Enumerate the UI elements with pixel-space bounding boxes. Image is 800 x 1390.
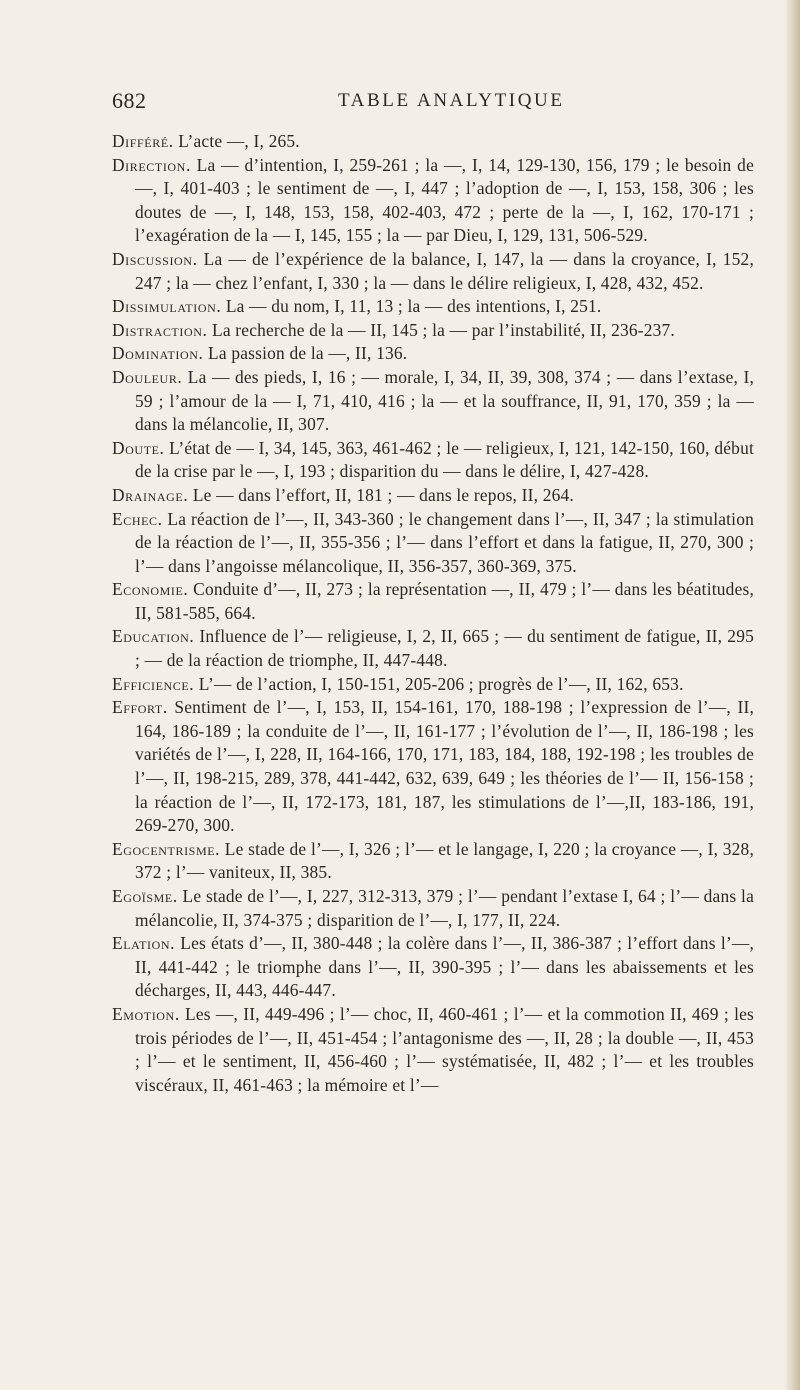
entry-text: Influence de l’— religieuse, I, 2, II, 665 ; — du sentiment de fatigue, II, 295 ; — de la réaction de triomphe, II, 447-448.	[135, 626, 754, 671]
entry-text: La — des pieds, I, 16 ; — morale, I, 34, II, 39, 308, 374 ; — dans l’extase, I, 59 ; l’amour de la — I, 71, 410, 416 ; la — et la souffrance, II, 91, 170, 359 ; la — dans la mélancolie, II, 307.	[135, 366, 754, 435]
entry-text: Sentiment de l’—, I, 153, II, 154-161, 170, 188-198 ; l’expression de l’—, II, 164, 186-189 ; la conduite de l’—, II, 161-177 ; l’évolution de l’—, II, 186-198 ; les variétés de l’—, I, 228, II, 164-166, 170, 171, 183, 184, 188, 192-198 ; les troubles de l’—, II, 198-215, 289, 378, 441-442, 632, 639, 649 ; les théories de l’— II, 156-158 ; la réaction de l’—, II, 172-173, 181, 187, les stimulations de l’—,II, 183-186, 191, 269-270, 300.	[135, 697, 754, 836]
index-entry	[112, 154, 754, 248]
entry-head: Effort.	[112, 697, 168, 718]
index-entry	[112, 625, 754, 672]
index-entry	[112, 484, 754, 508]
entry-head: Emotion.	[112, 1003, 180, 1024]
entry-text: Le — dans l’effort, II, 181 ; — dans le repos, II, 264.	[188, 484, 574, 505]
entry-head: Elation.	[112, 933, 176, 954]
entry-head: Economie.	[112, 579, 189, 600]
entry-text: La réaction de l’—, II, 343-360 ; le changement dans l’—, II, 347 ; la stimulation de la réaction de l’—, II, 355-356 ; l’— dans l’effort et dans la fatigue, II, 270, 300 ; l’— dans l’angoisse mélancolique, II, 356-357, 360-369, 375.	[135, 508, 754, 576]
index-entry	[112, 578, 754, 625]
entry-text: La recherche de la — II, 145 ; la — par l’instabilité, II, 236-237.	[207, 319, 675, 340]
entry-text: Les états d’—, II, 380-448 ; la colère dans l’—, II, 386-387 ; l’effort dans l’—, II, 441-442 ; le triomphe dans l’—, II, 390-395 ; l’— dans les abaissements et les décharges, II, 443, 446-447.	[135, 933, 754, 1001]
index-entry	[112, 130, 754, 154]
entry-text: Le stade de l’—, I, 326 ; l’— et le langage, I, 220 ; la croyance —, I, 328, 372 ; l’— vaniteux, II, 385.	[135, 838, 754, 883]
entry-text: La — d’intention, I, 259-261 ; la —, I, 14, 129-130, 156, 179 ; le besoin de —, I, 401-403 ; le sentiment de —, I, 447 ; l’adoption de —, I, 153, 158, 306 ; les doutes de —, I, 148, 153, 158, 402-403, 472 ; perte de la —, I, 162, 170-171 ; l’exagération de la — I, 145, 155 ; la — par Dieu, I, 129, 131, 506-529.	[135, 154, 754, 246]
index-entry	[112, 366, 754, 437]
entry-head: Dissimulation.	[112, 296, 222, 317]
entry-head: Domination.	[112, 343, 204, 364]
index-entry	[112, 508, 754, 579]
index-entries	[112, 130, 754, 1097]
entry-head: Différé.	[112, 131, 174, 151]
page-edge	[786, 0, 800, 1390]
index-entry	[112, 885, 754, 932]
entry-text: La passion de la —, II, 136.	[203, 343, 408, 364]
running-head: TABLE ANALYTIQUE	[338, 90, 565, 111]
index-entry	[112, 932, 754, 1003]
index-entry	[112, 342, 754, 366]
entry-text: Les —, II, 449-496 ; l’— choc, II, 460-461 ; l’— et la commotion II, 469 ; les trois périodes de l’—, II, 451-454 ; l’antagonisme des —, II, 28 ; la double —, II, 453 ; l’— et le sentiment, II, 456-460 ; l’— systématisée, II, 482 ; l’— et les troubles viscéraux, II, 461-463 ; la mémoire et l’—	[135, 1003, 754, 1095]
entry-head: Drainage.	[112, 484, 189, 505]
entry-head: Discussion.	[112, 248, 198, 269]
entry-head: Doute.	[112, 437, 165, 458]
entry-text: L’— de l’action, I, 150-151, 205-206 ; progrès de l’—, II, 162, 653.	[194, 673, 684, 694]
index-entry	[112, 248, 754, 295]
index-entry	[112, 437, 754, 484]
index-entry	[112, 319, 754, 343]
entry-head: Echec.	[112, 508, 163, 529]
index-entry	[112, 1003, 754, 1097]
entry-head: Education.	[112, 626, 195, 647]
entry-head: Egocentrisme.	[112, 838, 221, 859]
entry-text: Conduite d’—, II, 273 ; la représentation —, II, 479 ; l’— dans les béatitudes, II, 581-585, 664.	[135, 579, 754, 623]
index-entry	[112, 673, 754, 697]
entry-text: L’état de — I, 34, 145, 363, 461-462 ; le — religieux, I, 121, 142-150, 160, début de la crise par le —, I, 193 ; disparition du — dans le délire, I, 427-428.	[135, 437, 754, 482]
entry-head: Douleur.	[112, 366, 183, 387]
entry-text: L’acte —, I, 265.	[173, 131, 300, 151]
index-entry	[112, 295, 754, 319]
entry-text: La — du nom, I, 11, 13 ; la — des intentions, I, 251.	[221, 296, 602, 317]
entry-head: Egoïsme.	[112, 886, 178, 906]
index-entry	[112, 696, 754, 838]
page-number: 682	[112, 88, 147, 113]
index-entry	[112, 838, 754, 885]
entry-head: Distraction.	[112, 319, 208, 340]
page-header	[112, 88, 732, 122]
entry-head: Direction.	[112, 154, 191, 175]
entry-head: Efficience.	[112, 673, 195, 694]
entry-text: Le stade de l’—, I, 227, 312-313, 379 ; l’— pendant l’extase I, 64 ; l’— dans la mélancolie, II, 374-375 ; disparition de l’—, I, 177, II, 224.	[135, 886, 754, 930]
entry-text: La — de l’expérience de la balance, I, 147, la — dans la croyance, I, 152, 247 ; la — chez l’enfant, I, 330 ; la — dans le délire religieux, I, 428, 432, 452.	[135, 248, 754, 293]
